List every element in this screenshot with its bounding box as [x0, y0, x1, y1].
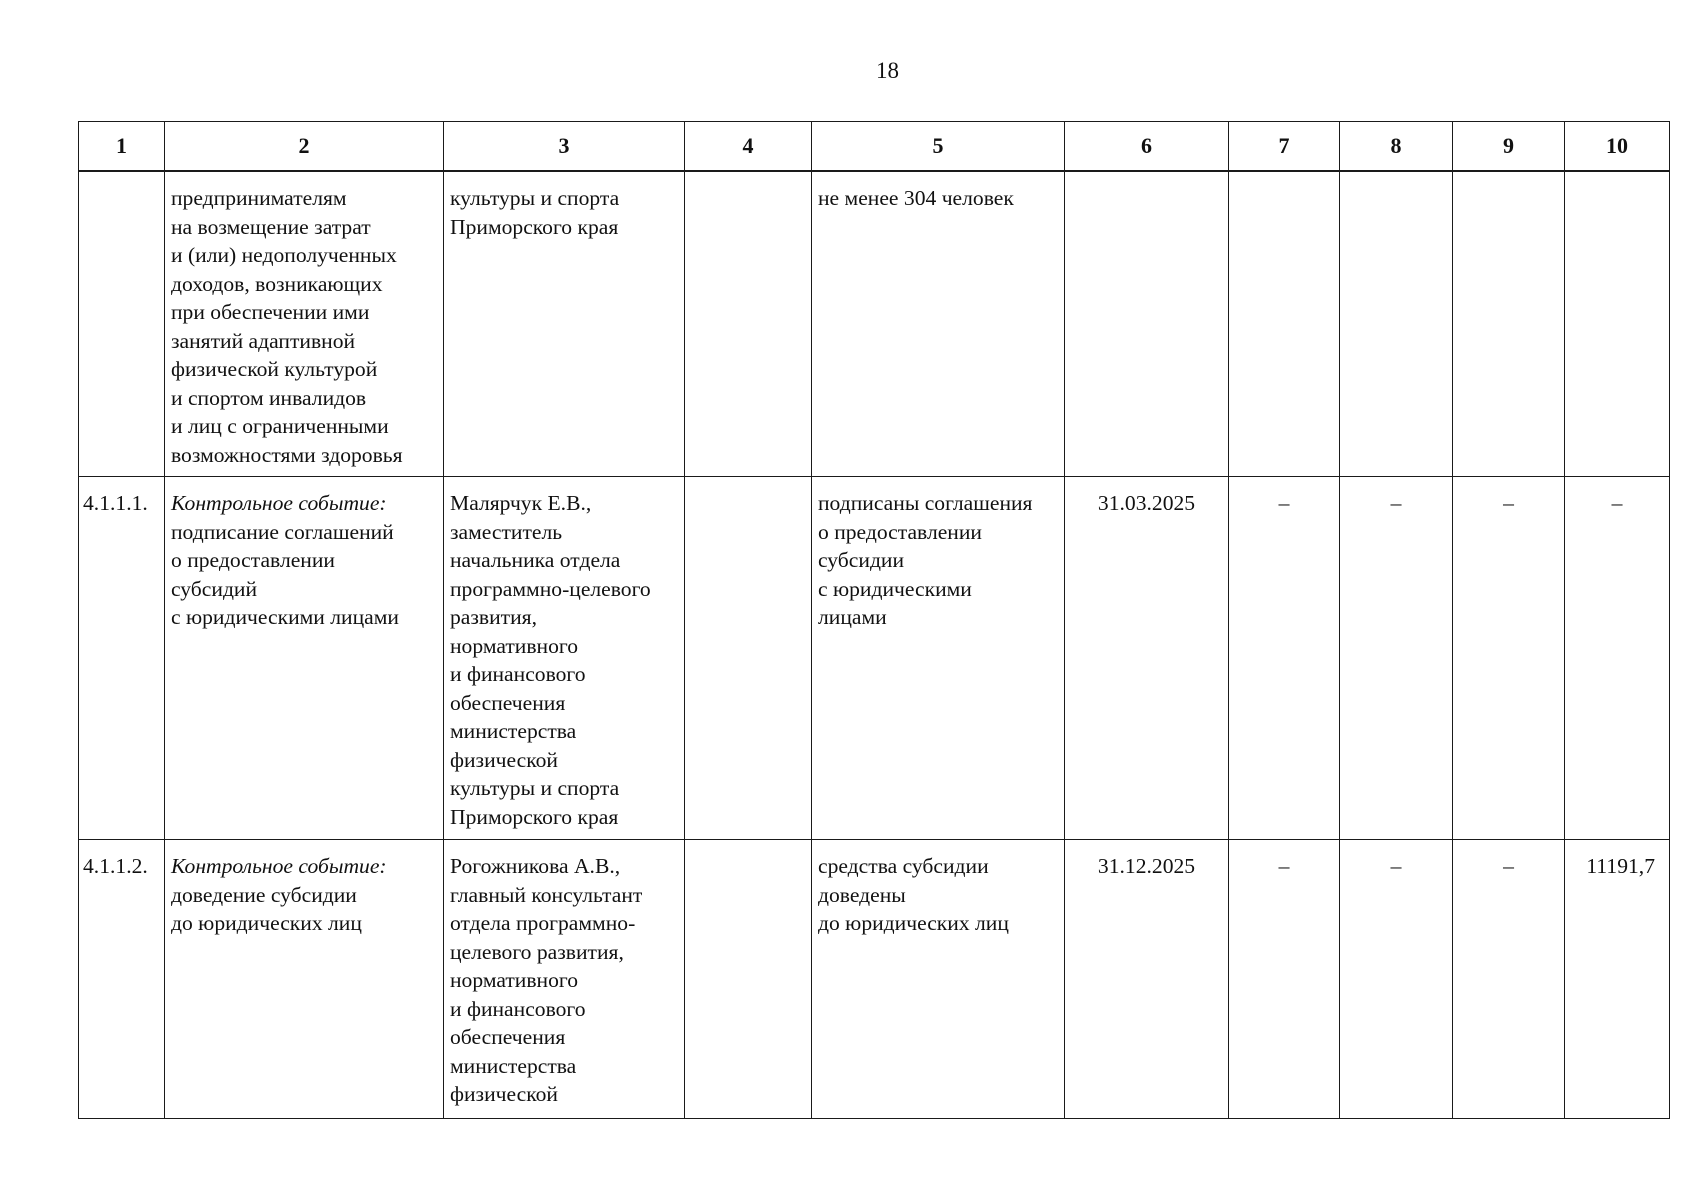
cell-col8: – [1340, 840, 1453, 1119]
cell-col4 [685, 477, 812, 840]
cell-col8 [1340, 171, 1453, 477]
header-row [79, 122, 1670, 172]
table-row [79, 171, 1670, 477]
header-cell-2: 2 [165, 122, 444, 172]
plan-table [78, 121, 1670, 1119]
cell-col10: – [1565, 477, 1670, 840]
cell-responsible: культуры и спорта Приморского края [444, 171, 685, 477]
cell-event [165, 171, 444, 477]
cell-number [79, 171, 165, 477]
cell-number: 4.1.1.1. [79, 477, 165, 840]
cell-col10: 11191,7 [1565, 840, 1670, 1119]
header-cell-3: 3 [444, 122, 685, 172]
event-description: предпринимателям на возмещение затрат и (или) недополученных доходов, возникающих при обеспечении ими занятий адаптивной физической культурой и спортом инвалидов и лиц с ограниченными возможностями здоровья [171, 186, 403, 467]
cell-number: 4.1.1.2. [79, 840, 165, 1119]
cell-col7 [1229, 171, 1340, 477]
cell-col4 [685, 171, 812, 477]
cell-result: не менее 304 человек [812, 171, 1065, 477]
header-cell-4: 4 [685, 122, 812, 172]
cell-col10 [1565, 171, 1670, 477]
cell-result: средства субсидии доведены до юридических лиц [812, 840, 1065, 1119]
control-event-label: Контрольное событие: [171, 491, 387, 515]
control-event-label: Контрольное событие: [171, 854, 387, 878]
cell-date: 31.12.2025 [1065, 840, 1229, 1119]
header-cell-9: 9 [1453, 122, 1565, 172]
header-cell-8: 8 [1340, 122, 1453, 172]
event-description: доведение субсидии до юридических лиц [171, 882, 362, 935]
header-cell-6: 6 [1065, 122, 1229, 172]
cell-col7: – [1229, 840, 1340, 1119]
cell-col9: – [1453, 840, 1565, 1119]
cell-date [1065, 171, 1229, 477]
cell-event [165, 840, 444, 1119]
cell-col4 [685, 840, 812, 1119]
cell-col9 [1453, 171, 1565, 477]
header-cell-5: 5 [812, 122, 1065, 172]
page-number: 18 [876, 58, 899, 83]
header-cell-7: 7 [1229, 122, 1340, 172]
header-cell-10: 10 [1565, 122, 1670, 172]
cell-responsible: Малярчук Е.В., заместитель начальника отдела программно-целевого развития, нормативного и финансового обеспечения министерства физической культуры и спорта Приморского края [444, 477, 685, 840]
cell-col9: – [1453, 477, 1565, 840]
cell-col8: – [1340, 477, 1453, 840]
header-cell-1: 1 [79, 122, 165, 172]
cell-responsible: Рогожникова А.В., главный консультант отдела программно- целевого развития, нормативного и финансового обеспечения министерства физической [444, 840, 685, 1119]
cell-col7: – [1229, 477, 1340, 840]
event-description: подписание соглашений о предоставлении субсидий с юридическими лицами [171, 519, 399, 629]
cell-result: подписаны соглашения о предоставлении субсидии с юридическими лицами [812, 477, 1065, 840]
cell-event [165, 477, 444, 840]
table-row [79, 840, 1670, 1119]
table-row [79, 477, 1670, 840]
cell-date: 31.03.2025 [1065, 477, 1229, 840]
